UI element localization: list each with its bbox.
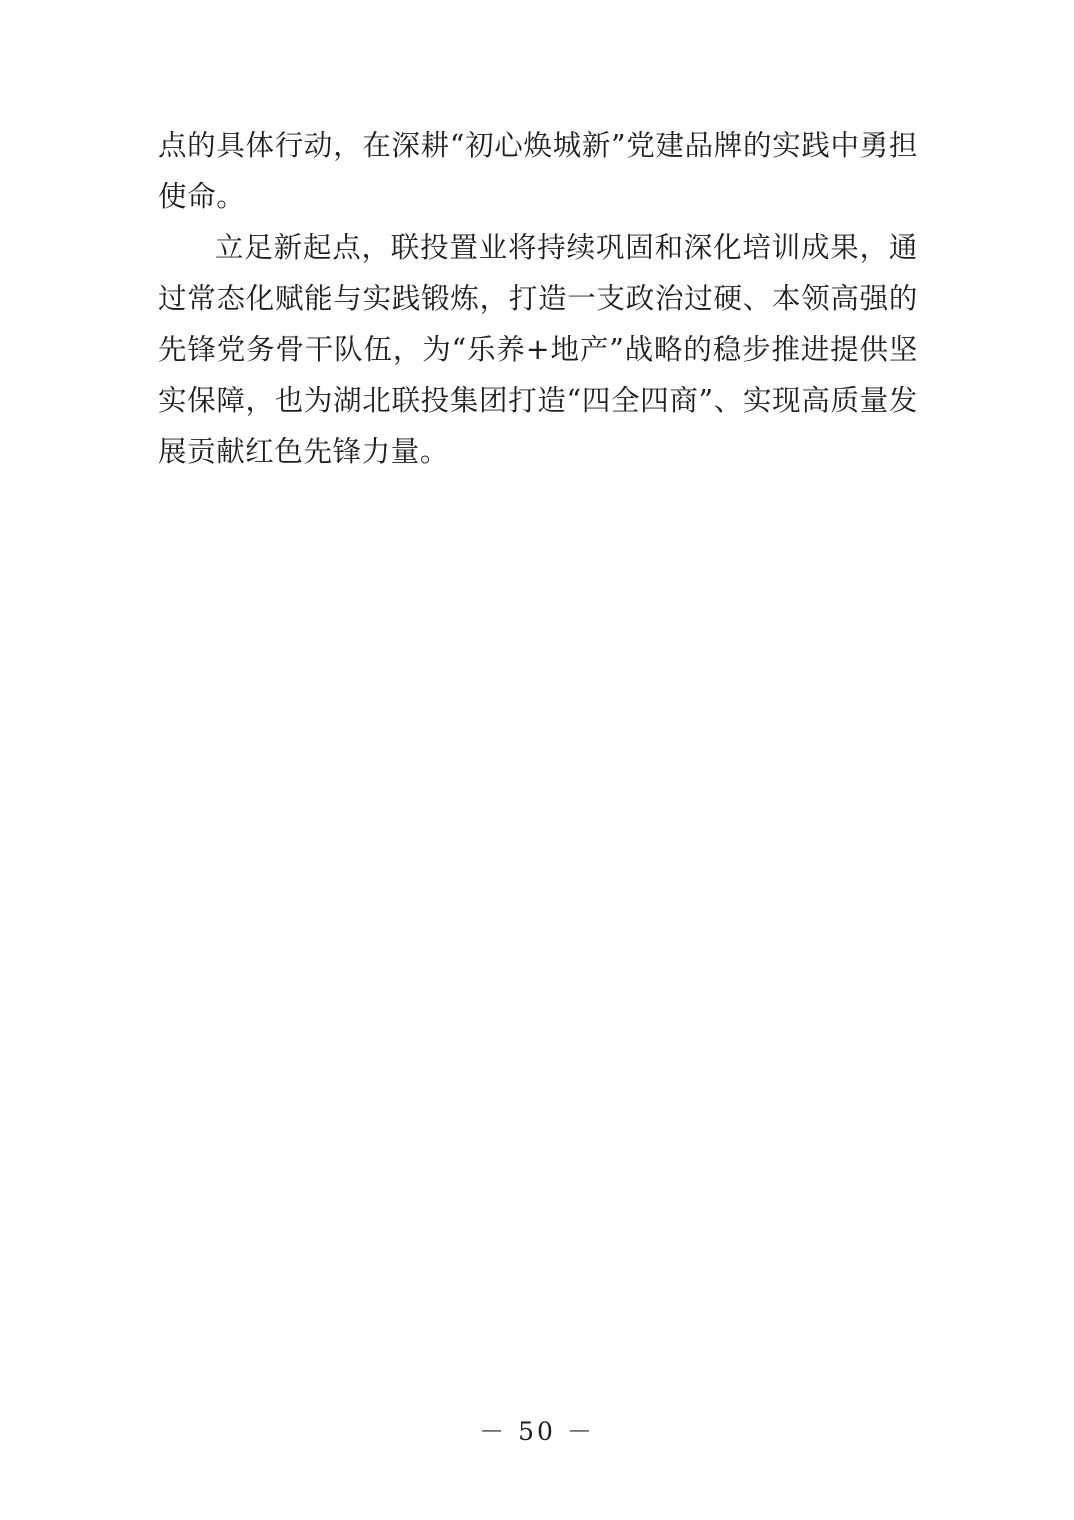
page-body	[158, 120, 918, 477]
paragraph-closing: 立足新起点，联投置业将持续巩固和深化培训成果，通过常态化赋能与实践锻炼，打造一支政治过硬、本领高强的先锋党务骨干队伍，为“乐养+地产”战略的稳步推进提供坚实保障，也为湖北联投集团打造“四全四商”、实现高质量发展贡献红色先锋力量。	[158, 231, 918, 468]
page-number: － 50 －	[479, 1417, 595, 1446]
paragraph-continued: 点的具体行动，在深耕“初心焕城新”党建品牌的实践中勇担使命。	[158, 129, 918, 213]
